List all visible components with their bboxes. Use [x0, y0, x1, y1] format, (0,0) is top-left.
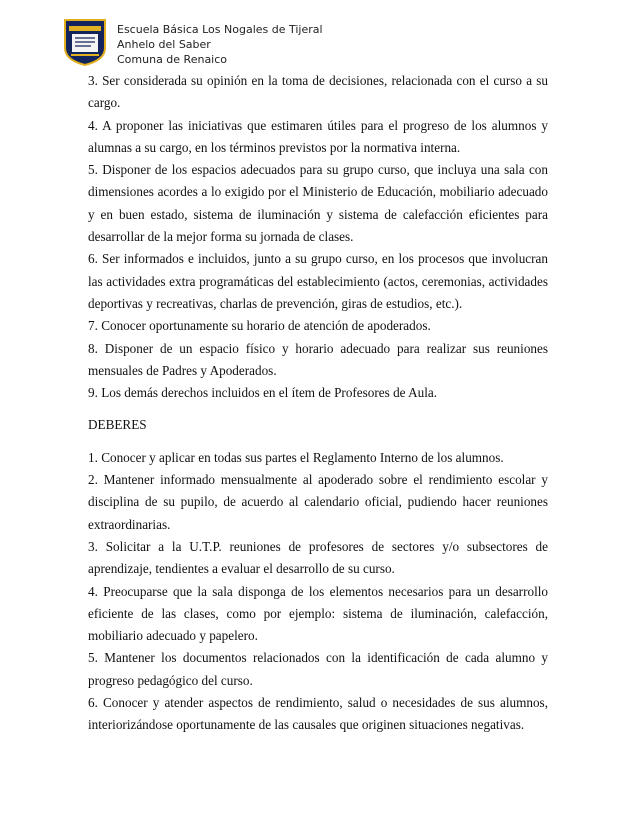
rights-item-6: 6. Ser informados e incluidos, junto a su grupo curso, en los procesos que involucran las actividades extra programáticas del establecimiento (actos, ceremonias, actividades deportivas y recreativas, charlas de prevención, giras de estudios, etc.). — [88, 251, 548, 311]
duties-heading: DEBERES — [88, 417, 147, 433]
document-body — [88, 70, 548, 737]
rights-item-9: 9. Los demás derechos incluidos en el ítem de Profesores de Aula. — [88, 385, 438, 401]
school-commune: Comuna de Renaico — [117, 53, 228, 66]
duties-item-6: 6. Conocer y atender aspectos de rendimiento, salud o necesidades de sus alumnos, interiorizándose oportunamente de las causales que originen situaciones negativas. — [88, 695, 548, 733]
rights-item-4: 4. A proponer las iniciativas que estimaren útiles para el progreso de los alumnos y alumnas a su cargo, en los términos previstos por la normativa interna. — [88, 117, 548, 155]
rights-item-3: 3. Ser considerada su opinión en la toma de decisiones, relacionada con el curso a su cargo. — [88, 73, 548, 111]
duties-item-1: 1. Conocer y aplicar en todas sus partes el Reglamento Interno de los alumnos. — [88, 449, 504, 465]
duties-item-2: 2. Mantener informado mensualmente al apoderado sobre el rendimiento escolar y disciplina de su pupilo, de acuerdo al calendario oficial, pudiendo hacer reuniones extraordinarias. — [88, 472, 548, 532]
rights-item-7: 7. Conocer oportunamente su horario de atención de apoderados. — [88, 318, 431, 334]
duties-item-4: 4. Preocuparse que la sala disponga de los elementos necesarios para un desarrollo eficiente de las clases, como por ejemplo: sistema de iluminación, calefacción, mobiliario adecuado y papelero. — [88, 583, 548, 644]
rights-item-5: 5. Disponer de los espacios adecuados para su grupo curso, que incluya una sala con dimensiones acordes a lo exigido por el Ministerio de Educación, mobiliario adecuado y en buen estado, sistema de iluminación y sistema de calefacción eficientes para desarrollar de la mejor forma su jornada de clases. — [88, 162, 548, 245]
school-name: Escuela Básica Los Nogales de Tijeral — [117, 23, 323, 36]
document-header — [61, 18, 581, 68]
school-motto: Anhelo del Saber — [117, 38, 211, 51]
rights-item-8: 8. Disponer de un espacio físico y horario adecuado para realizar sus reuniones mensuales de Padres y Apoderados. — [88, 340, 548, 378]
duties-item-5: 5. Mantener los documentos relacionados con la identificación de cada alumno y progreso pedagógico del curso. — [88, 650, 548, 688]
school-crest-logo — [61, 18, 109, 66]
duties-item-3: 3. Solicitar a la U.T.P. reuniones de profesores de sectores y/o subsectores de aprendizaje, tendientes a evaluar el desarrollo de su curso. — [88, 538, 548, 577]
